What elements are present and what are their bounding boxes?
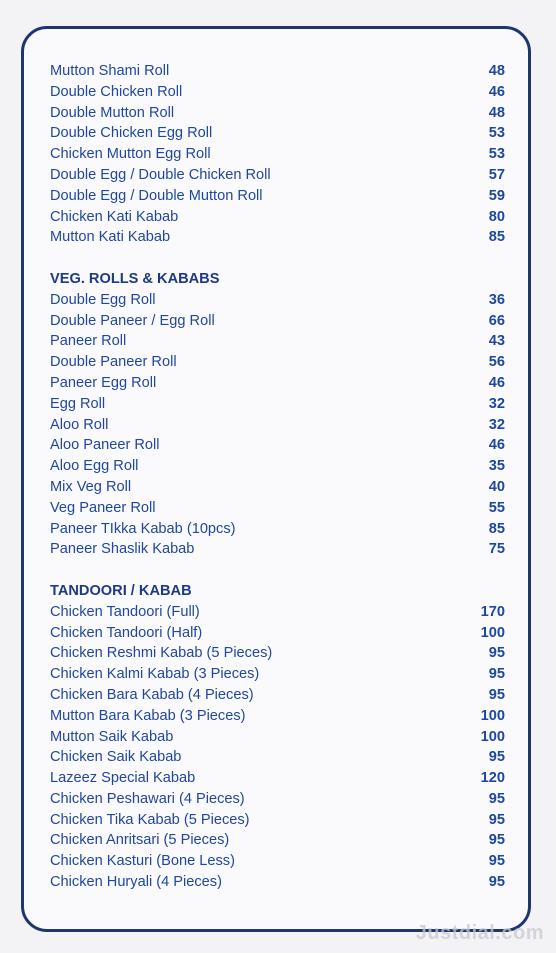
menu-item xyxy=(50,519,505,540)
menu-item-price: 46 xyxy=(488,374,505,391)
menu-item-price: 95 xyxy=(488,790,505,807)
menu-item-name: Chicken Kasturi (Bone Less) xyxy=(50,853,235,870)
menu-item xyxy=(50,685,505,706)
menu-item xyxy=(50,415,505,436)
menu-item-price: 46 xyxy=(488,83,505,100)
menu-item xyxy=(50,706,505,727)
menu-item-price: 43 xyxy=(488,333,505,350)
menu-item-name: Double Egg / Double Chicken Roll xyxy=(50,166,271,183)
menu-item-price: 95 xyxy=(488,645,505,662)
menu-item-price: 35 xyxy=(488,458,505,475)
menu-item xyxy=(50,123,505,144)
menu-item-price: 46 xyxy=(488,437,505,454)
menu-item xyxy=(50,498,505,519)
menu-item-price: 95 xyxy=(488,686,505,703)
menu-item-name: Chicken Bara Kabab (4 Pieces) xyxy=(50,686,254,703)
menu-item xyxy=(50,331,505,352)
menu-item-price: 80 xyxy=(488,208,505,225)
menu-item-price: 55 xyxy=(488,499,505,516)
menu-item-name: Double Paneer / Egg Roll xyxy=(50,312,215,329)
menu-item-name: Mutton Bara Kabab (3 Pieces) xyxy=(50,707,246,724)
menu-item-price: 85 xyxy=(488,229,505,246)
menu-item-price: 95 xyxy=(488,811,505,828)
menu-item-name: Double Chicken Roll xyxy=(50,83,183,100)
menu-item-price: 57 xyxy=(488,166,505,183)
menu-item xyxy=(50,830,505,851)
menu-item-name: Chicken Huryali (4 Pieces) xyxy=(50,874,222,891)
menu-item-name: Mutton Shami Roll xyxy=(50,63,170,79)
menu-item-name: Chicken Reshmi Kabab (5 Pieces) xyxy=(50,645,273,662)
menu-item-price: 32 xyxy=(488,395,505,412)
menu-item xyxy=(50,82,505,103)
menu-item-price: 59 xyxy=(488,187,505,204)
menu-item-price: 85 xyxy=(488,520,505,537)
menu-item-name: Chicken Saik Kabab xyxy=(50,749,182,766)
menu-item-name: Egg Roll xyxy=(50,395,106,412)
menu-item xyxy=(50,103,505,124)
menu-item-name: Paneer Shaslik Kabab xyxy=(50,541,195,558)
menu-item-name: Chicken Tika Kabab (5 Pieces) xyxy=(50,811,250,828)
menu-item xyxy=(50,747,505,768)
menu-item-price: 56 xyxy=(488,354,505,371)
menu-item xyxy=(50,727,505,748)
menu-item xyxy=(50,477,505,498)
menu-item xyxy=(50,227,505,248)
menu-item-price: 100 xyxy=(480,624,505,641)
menu-item xyxy=(50,311,505,332)
menu-item-name: Double Egg Roll xyxy=(50,291,156,308)
menu-item-price: 95 xyxy=(488,832,505,849)
menu-item-name: Double Mutton Roll xyxy=(50,104,175,121)
menu-item xyxy=(50,789,505,810)
menu-item-name: Chicken Tandoori (Half) xyxy=(50,624,203,641)
menu-item-name: Veg Paneer Roll xyxy=(50,499,156,516)
menu-item xyxy=(50,352,505,373)
menu-item-name: Double Egg / Double Mutton Roll xyxy=(50,187,263,204)
menu-item-price: 100 xyxy=(480,707,505,724)
menu-item-name: Chicken Kati Kabab xyxy=(50,208,179,225)
menu-item xyxy=(50,373,505,394)
menu-item xyxy=(50,435,505,456)
menu-item-name: Double Chicken Egg Roll xyxy=(50,125,213,142)
menu-item-price: 75 xyxy=(488,541,505,558)
menu-item-name: Chicken Anritsari (5 Pieces) xyxy=(50,832,230,849)
menu-item xyxy=(50,851,505,872)
section-title: VEG. ROLLS & KABABS xyxy=(50,270,220,287)
menu-item-name: Mutton Kati Kabab xyxy=(50,229,171,246)
menu-item-name: Lazeez Special Kabab xyxy=(50,770,196,787)
menu-item-price: 95 xyxy=(488,874,505,891)
section-title: TANDOORI / KABAB xyxy=(50,582,192,599)
menu-item-name: Paneer Egg Roll xyxy=(50,374,157,391)
menu-item xyxy=(50,768,505,789)
menu-item xyxy=(50,207,505,228)
menu-item xyxy=(50,810,505,831)
menu-item-name: Chicken Mutton Egg Roll xyxy=(50,146,211,163)
menu-item-price: 32 xyxy=(488,416,505,433)
menu-item-price: 120 xyxy=(480,770,505,787)
menu-item-price: 36 xyxy=(488,291,505,308)
menu-item xyxy=(50,664,505,685)
menu-list xyxy=(50,61,505,893)
menu-item xyxy=(50,61,505,82)
menu-item xyxy=(50,643,505,664)
menu-item-name: Mutton Saik Kabab xyxy=(50,728,174,745)
menu-item-name: Chicken Tandoori (Full) xyxy=(50,603,200,620)
menu-item xyxy=(50,394,505,415)
menu-item xyxy=(50,186,505,207)
menu-item xyxy=(50,144,505,165)
menu-item xyxy=(50,602,505,623)
menu-item-price: 53 xyxy=(488,146,505,163)
menu-item xyxy=(50,290,505,311)
menu-item xyxy=(50,456,505,477)
menu-item-price: 95 xyxy=(488,853,505,870)
menu-item-name: Aloo Egg Roll xyxy=(50,458,139,475)
menu-item-name: Chicken Kalmi Kabab (3 Pieces) xyxy=(50,666,260,683)
menu-item-name: Paneer Roll xyxy=(50,333,127,350)
menu-item-price: 170 xyxy=(480,603,505,620)
menu-item-price: 66 xyxy=(488,312,505,329)
menu-item-price: 48 xyxy=(488,63,505,79)
watermark-logo: Justdial.com xyxy=(415,922,544,944)
menu-item-price: 53 xyxy=(488,125,505,142)
menu-item xyxy=(50,623,505,644)
menu-item xyxy=(50,539,505,560)
menu-item-name: Aloo Paneer Roll xyxy=(50,437,160,454)
menu-item-name: Aloo Roll xyxy=(50,416,109,433)
menu-item-name: Paneer TIkka Kabab (10pcs) xyxy=(50,520,236,537)
menu-item-name: Double Paneer Roll xyxy=(50,354,177,371)
menu-item-price: 95 xyxy=(488,749,505,766)
menu-item-price: 95 xyxy=(488,666,505,683)
menu-item-price: 100 xyxy=(480,728,505,745)
menu-item-price: 40 xyxy=(488,478,505,495)
menu-item-name: Chicken Peshawari (4 Pieces) xyxy=(50,790,245,807)
menu-item-price: 48 xyxy=(488,104,505,121)
menu-item xyxy=(50,165,505,186)
menu-item xyxy=(50,872,505,893)
menu-item-name: Mix Veg Roll xyxy=(50,478,132,495)
